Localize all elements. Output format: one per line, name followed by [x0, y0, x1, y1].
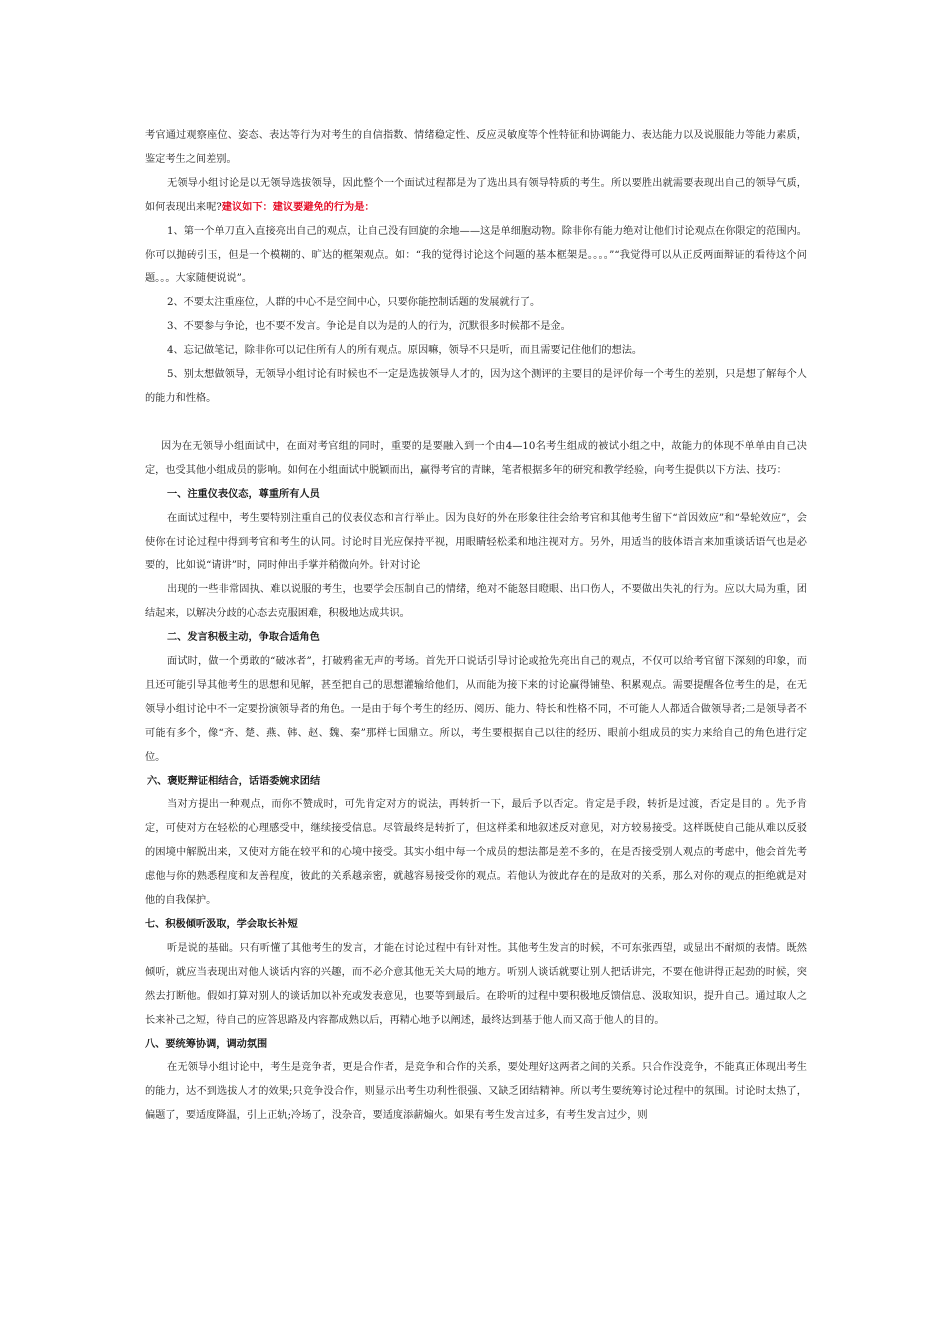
section-7-paragraph-1: 听是说的基础。只有听懂了其他考生的发言，才能在讨论过程中有针对性。其他考生发言的时候，不可东张西望，或显出不耐烦的表情。既然倾听，就应当表现出对他人谈话内容的兴趣，而不必介意其他无关大局的地方。听别人谈话就要让别人把话讲完，不要在他讲得正起劲的时候，突然去打断他。假如打算对别人的谈话加以补充或发表意见，也要等到最后。在聆听的过程中要积极地反馈信息、汲取知识，提升自己。通过取人之长来补己之短，待自己的应答思路及内容都成熟以后，再精心地予以阐述，最终达到基于他人而又高于他人的目的。	[145, 942, 807, 1026]
document-page	[145, 124, 807, 1128]
section-8-paragraph-1: 在无领导小组讨论中，考生是竞争者，更是合作者，是竞争和合作的关系，要处理好这两者之间的关系。只合作没竞争，不能真正体现出考生的能力，达不到选拔人才的效果;只竞争没合作，则显示出考生功利性很强、又缺乏团结精神。所以考生要统筹讨论过程中的氛围。讨论时太热了，偏题了，要适度降温，引上正轨;冷场了，没杂音，要适度添薪煽火。如果有考生发言过多，有考生发言过少，则	[145, 1062, 807, 1122]
section-heading-2: 二、发言积极主动，争取合适角色	[167, 631, 320, 644]
section-heading-7: 七、积极倾听汲取，学会取长补短	[145, 918, 298, 930]
intro-paragraph-2	[145, 172, 807, 220]
section-6-paragraph-1: 当对方提出一种观点，而你不赞成时，可先肯定对方的说法，再转折一下，最后予以否定。肯定是手段，转折是过渡，否定是目的 。先予肯定，可使对方在轻松的心理感受中，继续接受信息。尽管最终是转折了，但这样柔和地叙述反对意见，对方较易接受。这样既使自己能从难以反驳的困境中解脱出来，又使对方能在较平和的心境中接受。其实小组中每一个成员的想法都是差不多的，在是否接受别人观点的考虑中，他会首先考虑他与你的熟悉程度和友善程度，彼此的关系越亲密，就越容易接受你的观点。若他认为彼此存在的是敌对的关系，那么对你的观点的拒绝就是对他的自我保护。	[145, 799, 807, 907]
section-intro-paragraph: 因为在无领导小组面试中，在面对考官组的同时，重要的是要融入到一个由4—10名考生组成的被试小组之中，故能力的体现不单单由自己决定，也受其他小组成员的影响。如何在小组面试中脱颖而出，赢得考官的青睐，笔者根据多年的研究和教学经验，向考生提供以下方法、技巧：	[145, 440, 807, 476]
avoid-item-3: 3、不要参与争论，也不要不发言。争论是自以为是的人的行为，沉默很多时候都不是金。	[167, 321, 571, 333]
avoid-item-5: 5、别太想做领导，无领导小组讨论有时候也不一定是选拔领导人才的，因为这个测评的主要目的是评价每一个考生的差别，只是想了解每个人的能力和性格。	[145, 369, 807, 404]
blank-line	[145, 411, 807, 435]
section-heading-8: 八、要统筹协调，调动氛围	[145, 1037, 268, 1050]
avoid-item-2: 2、不要太注重座位，人群的中心不是空间中心，只要你能控制话题的发展就行了。	[167, 297, 541, 309]
avoid-item-1: 1、第一个单刀直入直接亮出自己的观点，让自己没有回旋的余地——这是单细胞动物。除非你有能力绝对让他们讨论观点在你限定的范围内。你可以抛砖引玉，但是一个模糊的、旷达的框架观点。如：“我的觉得讨论这个问题的基本框架是。。。。”“我觉得可以从正反两面辩证的看待这个问题。。。大家随便说说”。	[145, 225, 807, 285]
section-heading-1: 一、注重仪表仪态，尊重所有人员	[167, 487, 320, 500]
section-1-paragraph-1: 在面试过程中，考生要特别注重自己的仪表仪态和言行举止。因为良好的外在形象往往会给考官和其他考生留下“首因效应”和“晕轮效应”，会使你在讨论过程中得到考官和考生的认同。讨论时目光应保持平视，用眼睛轻松柔和地注视对方。另外，用适当的肢体语言来加重谈话语气也是必要的，比如说“请讲”时，同时伸出手掌并稍微向外。针对讨论	[145, 512, 807, 572]
section-2-paragraph-1: 面试时，做一个勇敢的“破冰者”，打破鸦雀无声的考场。首先开口说话引导讨论或抢先亮出自己的观点，不仅可以给考官留下深刻的印象，而且还可能引导其他考生的思想和见解，甚至把自己的思想灌输给他们，从而能为接下来的讨论赢得铺垫、积累观点。需要提醒各位考生的是，在无领导小组讨论中不一定要扮演领导者的角色。一是由于每个考生的经历、阅历、能力、特长和性格不同，不可能人人都适合做领导者;二是领导者不可能有多个，像“齐、楚、燕、韩、赵、魏、秦”那样七国鼎立。所以，考生要根据自己以往的经历、眼前小组成员的实力来给自己的角色进行定位。	[145, 656, 807, 763]
intro-paragraph-1: 考官通过观察座位、姿态、表达等行为对考生的自信指数、情绪稳定性、反应灵敏度等个性特征和协调能力、表达能力以及说服能力等能力素质，鉴定考生之间差别。	[145, 130, 807, 165]
section-heading-6: 六、褒贬辩证相结合，话语委婉求团结	[147, 774, 321, 787]
intro-paragraph-2-text: 无领导小组讨论是以无领导选拔领导，因此整个一个面试过程都是为了选出具有领导特质的考生。所以要胜出就需要表现出自己的领导气质，如何表现出来呢?	[145, 177, 807, 213]
avoid-item-4: 4、忘记做笔记，除非你可以记住所有人的所有观点。原因嘛，领导不只是听，而且需要记住他们的想法。	[167, 345, 643, 357]
section-1-paragraph-2: 出现的一些非常固执、难以说服的考生，也要学会压制自己的情绪，绝对不能怒目瞪眼、出口伤人，不要做出失礼的行为。应以大局为重，团结起来，以解决分歧的心态去克服困难，积极地达成共识。	[145, 584, 807, 620]
recommendation-highlight: 建议如下：建议要避免的行为是：	[221, 200, 375, 213]
